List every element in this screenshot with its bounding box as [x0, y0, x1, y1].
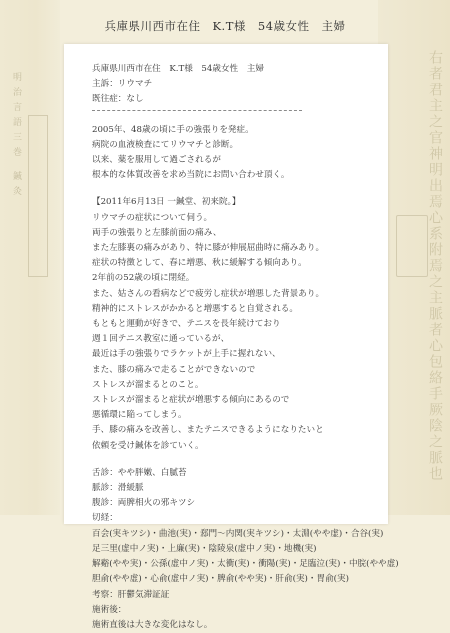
palpation-line: 胆俞(やや虚)・心俞(虚中ノ実)・脾俞(やや実)・肝俞(実)・胃俞(実): [92, 574, 349, 585]
pulse-diagnosis: 脈診：滑緩脈: [92, 483, 144, 494]
palpation-line: 解谿(やや実)・公孫(虚中ノ実)・太衝(実)・衝陽(実)・足臨泣(実)・中脘(やや虚): [92, 559, 399, 570]
section-divider: [92, 110, 302, 111]
palpation-line: 足三里(虚中ノ実)・上廉(実)・陰陵泉(虚中ノ実)・地機(実): [92, 543, 317, 554]
medical-history: 既往症：なし: [92, 94, 144, 105]
chief-complaint: 主訴：リウマチ: [92, 79, 153, 90]
visit-line: 2年前の52歳の頃に閉経。: [92, 273, 195, 284]
visit-line: 精神的にストレスがかかると増悪すると自覚される。: [92, 303, 298, 314]
visit-line: また、膝の痛みで走ることができないので: [92, 364, 256, 375]
intro-line: 以来、薬を服用して過ごされるが: [92, 155, 221, 166]
tongue-diagnosis: 舌診：やや胖嫩、白膩苔: [92, 467, 187, 478]
intro-line: 病院の血液検査にてリウマチと診断。: [92, 139, 239, 150]
visit-line: 依頼を受け鍼体を診ていく。: [92, 440, 204, 451]
visit-line: もともと運動が好きで、テニスを長年続けており: [92, 319, 281, 330]
background-frame-left: [28, 115, 48, 277]
visit-line: リウマチの症状について伺う。: [92, 212, 213, 223]
assessment: 考察：肝鬱気滞証証: [92, 589, 170, 600]
intro-line: 2005年、48歳の頃に手の強張りを発症。: [92, 124, 254, 135]
page-title: 兵庫県川西市在住 K.T様 54歳女性 主婦: [104, 19, 346, 33]
visit-line: また、姑さんの看病などで疲労し症状が増悪した背景あり。: [92, 288, 325, 299]
visit-line: ストレスが溜まるとのこと。: [92, 379, 204, 390]
visit-line: 週１回テニス教室に通っているが、: [92, 334, 230, 345]
visit-line: 症状の特徴として、春に増悪、秋に緩解する傾向あり。: [92, 258, 307, 269]
intro-section: [92, 123, 372, 184]
palpation-heading: 切経：: [92, 513, 118, 524]
patient-header: 兵庫県川西市在住 K.T様 54歳女性 主婦: [92, 64, 264, 74]
background-text-left: 明治言語三巻 鍼灸: [11, 72, 21, 201]
diagnosis-section: [92, 466, 399, 633]
intro-line: 根本的な体質改善を求め当院にお問い合わせ頂く。: [92, 170, 290, 181]
case-report-card: [64, 44, 399, 630]
visit-line: 悪循環に陥ってしまう。: [92, 410, 187, 421]
abdominal-diagnosis: 腹診：両脾相火の邪キツシ: [92, 498, 196, 509]
visit-line: ストレスが溜まると症状が増悪する傾向にあるので: [92, 395, 290, 406]
visit-line: 手、膝の痛みを改善し、またテニスできるようになりたいと: [92, 425, 324, 436]
post-treatment-note: 施術直後は大きな変化はなし。: [92, 619, 213, 630]
palpation-line: 百会(実キツシ)・曲池(実)・郄門〜内関(実キツシ)・太淵(やや虚)・合谷(実): [92, 528, 384, 539]
visit-line: 最近は手の強張りでラケットが上手に握れない、: [92, 349, 281, 360]
visit-line: 両手の強張りと左膝前面の痛み、: [92, 227, 222, 238]
case-report-body: [92, 62, 399, 633]
background-text-right: 右者君主之官神明出焉心系附焉之主脈者心包絡手厥陰之脈也: [427, 50, 443, 482]
visit-section: [92, 211, 372, 454]
visit-heading: 【2011年6月13日 一鍼堂、初来院。】: [92, 197, 241, 208]
visit-line: また左膝裏の痛みがあり、特に膝が伸展屈曲時に痛みあり。: [92, 243, 325, 254]
post-treatment-heading: 施術後：: [92, 604, 127, 615]
